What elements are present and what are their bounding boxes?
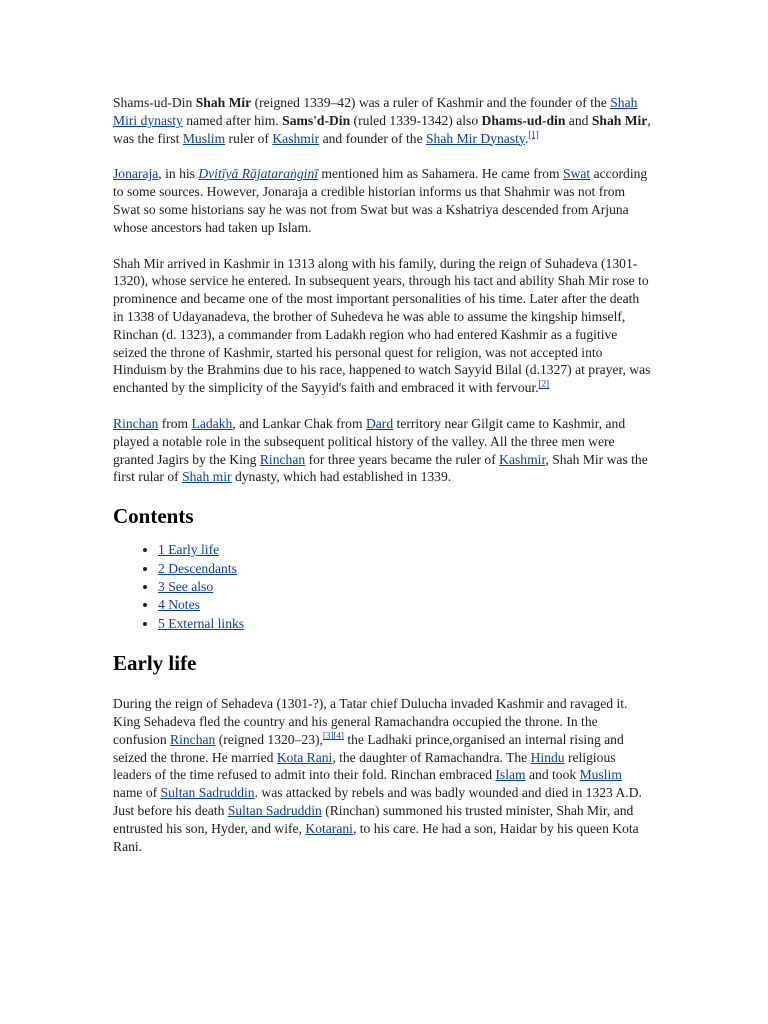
link-dard[interactable]: Dard (365, 415, 394, 431)
link-muslim[interactable]: Muslim (182, 130, 226, 146)
early-life-text: During the reign of Sehadeva (1301-?), a Tatar chief Dulucha invaded Kashmir and ravaged it. King Sehadeva fled the country and his general Ramachandra occupied the throne. In the confusion (113, 696, 628, 747)
table-of-contents (113, 541, 653, 633)
origin-text: , in his (158, 166, 199, 182)
early-life-text: (reigned 1320–23), (215, 731, 323, 747)
intro-text: named after him. (182, 112, 283, 128)
footnote-link-2[interactable]: [2] (538, 378, 550, 389)
early-life-paragraph (113, 695, 653, 855)
footnote-link-4[interactable]: [4] (333, 730, 344, 741)
origin-paragraph (113, 165, 653, 236)
link-islam[interactable]: Islam (495, 767, 526, 783)
toc-link-notes[interactable]: 4 Notes (158, 597, 200, 613)
toc-item (158, 578, 653, 596)
toc-item (158, 615, 653, 633)
bold-name-shah-mir: Shah Mir (195, 95, 252, 110)
link-kashmir-2[interactable]: Kashmir (499, 451, 546, 467)
link-rinchan-3[interactable]: Rinchan (170, 731, 216, 747)
early-life-text: , the daughter of Ramachandra. The (332, 749, 531, 765)
contents-heading: Contents (113, 504, 194, 529)
link-rinchan-2[interactable]: Rinchan (259, 451, 306, 467)
arrival-paragraph (113, 255, 653, 397)
link-jonaraja[interactable]: Jonaraja (113, 166, 159, 182)
early-life-text: and took (525, 767, 580, 783)
toc-item (158, 596, 653, 614)
link-sultan-sadruddin-2[interactable]: Sultan Sadruddin (227, 802, 322, 818)
intro-paragraph (113, 94, 653, 147)
early-life-text: religious leaders of the time refused to admit into their fold. Rinchan embraced (113, 749, 616, 783)
early-life-text: the Ladhaki prince,organised an internal rising and seized the throne. He married (113, 731, 624, 765)
link-hindu[interactable]: Hindu (530, 749, 565, 765)
intro-text: . (524, 130, 529, 146)
toc-item (158, 541, 653, 559)
footnote-ref-3-4 (323, 730, 344, 740)
toc-link-see-also[interactable]: 3 See also (158, 578, 214, 594)
intro-text: and (565, 112, 592, 128)
origin-text: mentioned him as Sahamera. He came from (318, 166, 564, 182)
arrival-text: Shah Mir arrived in Kashmir in 1313 along with his family, during the reign of Suhadeva (1301-1320), whose service he entered. In subsequent years, through his tact and ability Shah Mir rose to prominence and became one of the most important personalities of his time. Later after the death in 1338 of Udayanadeva, the brother of Suhedeva he was able to assume the kingship himself, Rinchan (d. 1323), a commander from Ladakh region who had entered Kashmir as a fugitive seized the throne of Kashmir, started his personal quest for religion, was not accepted into Hinduism by the Brahmins due to his race, happened to watch Sayyid Bilal (d.1327) at prayer, was enchanted by the simplicity of the Sayyid's faith and embraced it with fervour. (113, 255, 651, 396)
rinchan-text: , Shah Mir was the first rular of (113, 451, 648, 485)
intro-text: (reigned 1339–42) was a ruler of Kashmir and the founder of the (251, 95, 611, 110)
footnote-ref-2 (539, 379, 550, 389)
intro-text: (ruled 1339-1342) also (350, 112, 482, 128)
footnote-link-1[interactable]: [1] (528, 129, 539, 140)
link-swat[interactable]: Swat (563, 166, 591, 182)
link-ladakh[interactable]: Ladakh (191, 415, 233, 431)
early-life-text: , to his care. He had a son, Haidar by his queen Kota Rani. (113, 820, 639, 854)
footnote-link-3[interactable]: [3] (322, 730, 334, 741)
rinchan-text: , and Lankar Chak from (232, 415, 366, 431)
intro-text: , was the first (113, 112, 651, 146)
origin-text: according to some sources. However, Jonaraja a credible historian informs us that Shahmir was not from Swat so some historians say he was not from Swat but was a Kshatriya descended from Arjuna whose ancestors had taken up Islam. (113, 166, 648, 235)
link-sultan-sadruddin[interactable]: Sultan Sadruddin (160, 785, 255, 801)
early-life-text: . was attacked by rebels and was badly wounded and died in 1323 A.D. Just before his death (113, 785, 642, 818)
link-kota-rani[interactable]: Kota Rani (276, 749, 333, 765)
early-life-heading: Early life (113, 651, 197, 676)
link-rinchan[interactable]: Rinchan (113, 415, 159, 431)
toc-link-descendants[interactable]: 2 Descendants (158, 560, 237, 576)
bold-name-dhams-ud-din: Dhams-ud-din (481, 112, 566, 128)
bold-name-samsd-din: Sams'd-Din (282, 112, 351, 128)
intro-text: and founder of the (319, 130, 426, 146)
early-life-text: name of (113, 785, 161, 801)
link-dvitiya-rajatarangini-label: Dvitīyā Rājataraṅginī (198, 166, 319, 182)
rinchan-text: from (158, 415, 192, 431)
toc-item (158, 560, 653, 578)
toc-link-external-links[interactable]: 5 External links (158, 615, 245, 631)
intro-text: ruler of (225, 130, 273, 146)
link-shah-mir-dynasty[interactable]: Shah Mir Dynasty (426, 130, 525, 146)
link-muslim-2[interactable]: Muslim (579, 767, 622, 783)
link-shah-mir[interactable]: Shah mir (182, 469, 232, 485)
intro-text: Shams-ud-Din (113, 95, 196, 110)
link-shah-miri-dynasty[interactable]: Shah Miri dynasty (113, 95, 638, 128)
early-life-text: (Rinchan) summoned his trusted minister, Shah Mir, and entrusted his son, Hyder, and wife, (113, 802, 634, 836)
rinchan-text: for three years became the ruler of (305, 451, 500, 467)
bold-name-shah-mir-2: Shah Mir (591, 112, 648, 128)
link-kashmir[interactable]: Kashmir (272, 130, 320, 146)
article-body (113, 94, 653, 873)
toc-link-early-life[interactable]: 1 Early life (158, 542, 220, 558)
link-kotarani[interactable]: Kotarani (305, 820, 353, 836)
rinchan-text: territory near Gilgit came to Kashmir, and played a notable role in the subsequent political history of the valley. All the three men were granted Jagirs by the King (113, 415, 626, 467)
link-dvitiya-rajatarangini[interactable] (198, 166, 318, 181)
footnote-ref-1 (528, 129, 539, 139)
rinchan-text: dynasty, which had established in 1339. (231, 469, 452, 485)
rinchan-paragraph (113, 415, 653, 486)
